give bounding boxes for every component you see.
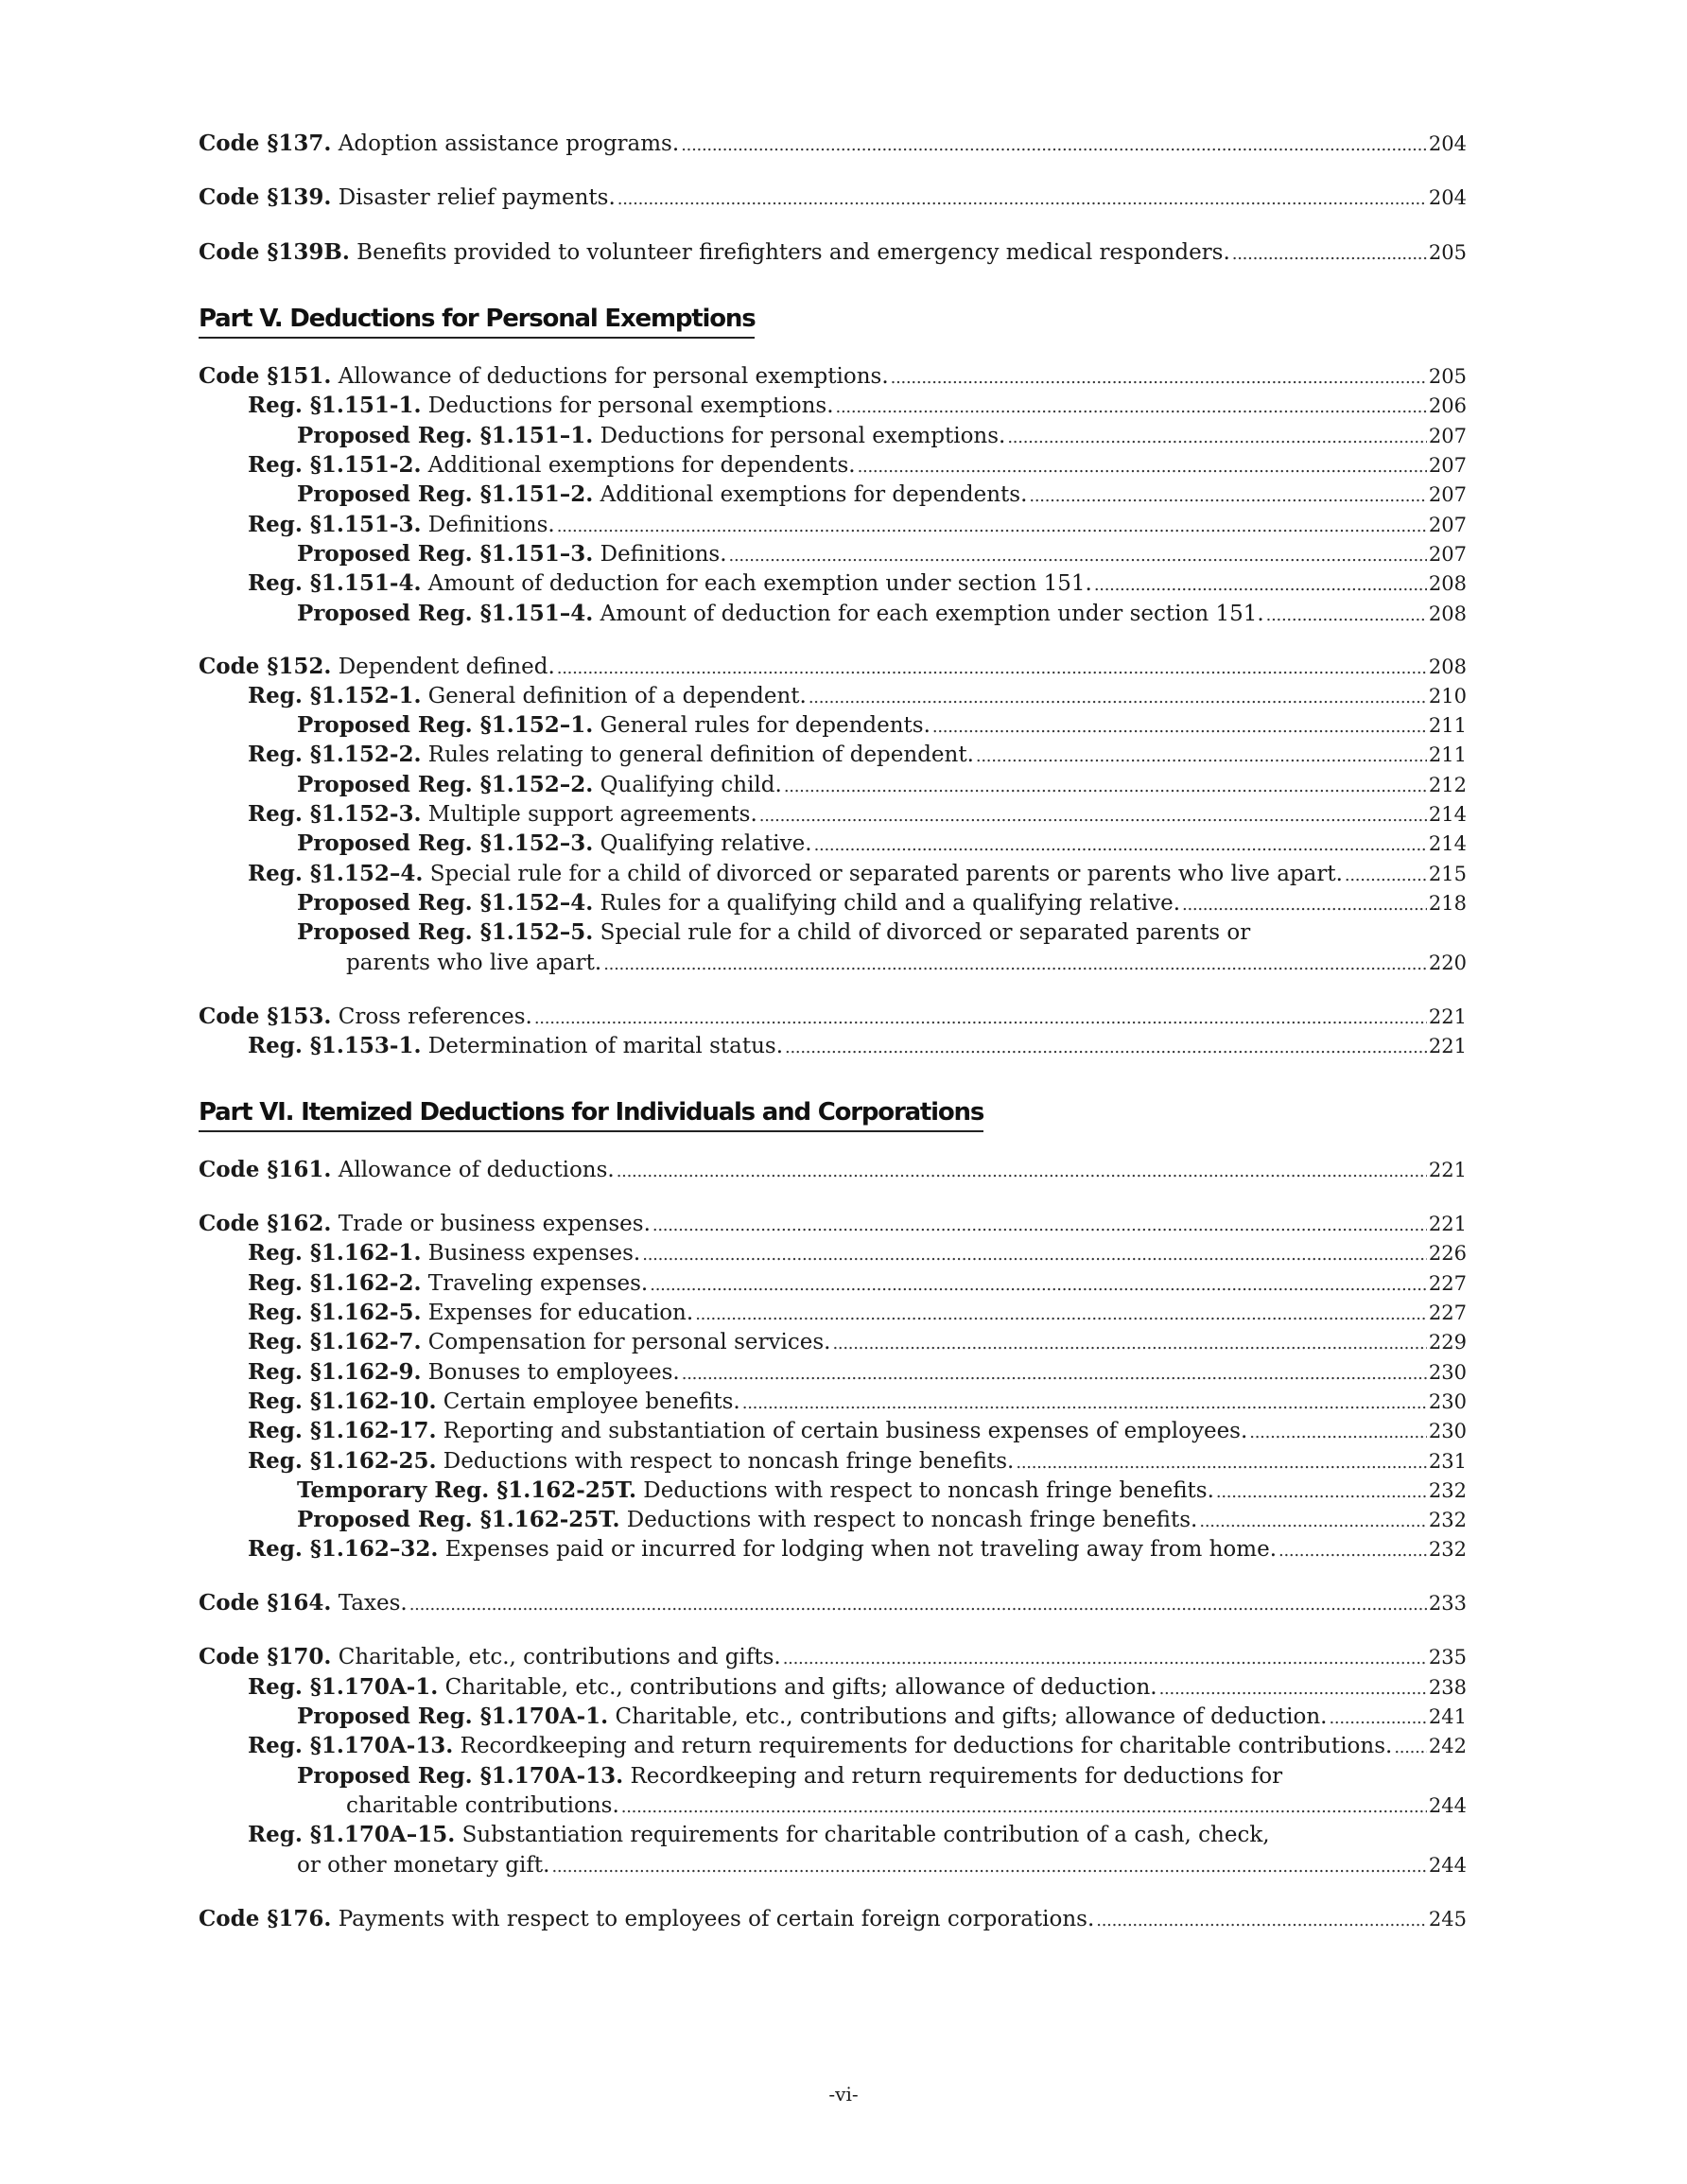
toc-entry-reg-162-1 (0, 1239, 1687, 1271)
entry-label: Code §164. (199, 1590, 332, 1616)
page-number: 227 (1428, 1302, 1467, 1324)
entry-label: Proposed Reg. §1.152–3. (297, 830, 594, 856)
entry-title: Deductions with respect to noncash fringe benefits. (643, 1478, 1214, 1503)
toc-entry-reg-162-2 (0, 1269, 1687, 1302)
toc-entry-code-139b (0, 238, 1687, 271)
entry-label: Proposed Reg. §1.170A-13. (297, 1763, 624, 1789)
dot-leader (742, 1388, 1427, 1418)
dot-leader (1232, 238, 1427, 269)
entry-title: Amount of deduction for each exemption under section 151. (427, 571, 1092, 596)
entry-label: Code §176. (199, 1906, 332, 1931)
entry-label: Reg. §1.162-10. (248, 1389, 437, 1414)
entry-label: Reg. §1.152–4. (248, 861, 424, 886)
entry-label: Proposed Reg. §1.170A-1. (297, 1704, 609, 1729)
toc-entry-code-161 (0, 1156, 1687, 1188)
dot-leader (814, 830, 1427, 860)
toc-entry-proposed-151-3 (0, 540, 1687, 572)
toc-entry-temporary-162-25t (0, 1476, 1687, 1509)
dot-leader (1278, 1535, 1427, 1565)
entry-title: Substantiation requirements for charitable contribution of a cash, check, (461, 1823, 1270, 1847)
entry-label: Proposed Reg. §1.151–2. (297, 481, 594, 507)
entry-label: Code §170. (199, 1644, 332, 1669)
entry-label: Reg. §1.162-5. (248, 1300, 422, 1325)
dot-leader (617, 183, 1427, 214)
toc-entry-proposed-152-1 (0, 711, 1687, 743)
toc-entry-reg-151-4 (0, 569, 1687, 602)
entry-title: Allowance of deductions. (338, 1158, 615, 1182)
page-number: 207 (1428, 425, 1467, 447)
entry-title: Benefits provided to volunteer firefighters and emergency medical responders. (357, 240, 1230, 265)
page-number: 233 (1428, 1592, 1467, 1615)
entry-label: Reg. §1.170A–15. (248, 1822, 456, 1847)
dot-leader (783, 1643, 1427, 1673)
entry-title: Additional exemptions for dependents. (427, 453, 856, 478)
toc-entry-proposed-152-3 (0, 830, 1687, 862)
page-number: 245 (1428, 1908, 1467, 1931)
page-number: 218 (1428, 892, 1467, 915)
page-number: 211 (1428, 743, 1467, 766)
entry-label: Temporary Reg. §1.162-25T. (297, 1477, 636, 1503)
toc-entry-proposed-162-25t (0, 1506, 1687, 1538)
toc-entry-reg-170a-13 (0, 1732, 1687, 1764)
entry-label: Reg. §1.162-7. (248, 1329, 422, 1354)
dot-leader (891, 362, 1427, 393)
entry-label: Proposed Reg. §1.152–5. (297, 919, 594, 945)
entry-title: Payments with respect to employees of certain foreign corporations. (338, 1907, 1095, 1931)
entry-label: Reg. §1.153-1. (248, 1033, 422, 1058)
toc-entry-proposed-152-5 (0, 918, 1687, 951)
entry-title: Expenses for education. (427, 1301, 694, 1325)
dot-leader (932, 711, 1427, 742)
dot-leader (809, 682, 1427, 712)
toc-entry-reg-152-4 (0, 860, 1687, 892)
toc-entry-code-137 (0, 130, 1687, 162)
page-number: 221 (1428, 1035, 1467, 1057)
entry-label: Reg. §1.170A-13. (248, 1733, 454, 1758)
entry-title: Trade or business expenses. (338, 1212, 651, 1236)
dot-leader (1216, 1476, 1427, 1507)
entry-label: Reg. §1.162-9. (248, 1359, 422, 1385)
dot-leader (557, 511, 1427, 541)
dot-leader (832, 1328, 1426, 1358)
page-number: 231 (1428, 1450, 1467, 1473)
toc-entry-code-170 (0, 1643, 1687, 1675)
dot-leader (551, 1851, 1426, 1881)
page-number: 207 (1428, 483, 1467, 506)
entry-title: Deductions for personal exemptions. (427, 393, 834, 418)
dot-leader (681, 130, 1427, 160)
toc-entry-reg-152-1 (0, 682, 1687, 714)
page-number: 221 (1428, 1159, 1467, 1181)
page-number: 214 (1428, 832, 1467, 855)
page-number: 207 (1428, 514, 1467, 536)
toc-entry-reg-151-3 (0, 511, 1687, 543)
dot-leader (603, 949, 1427, 979)
page-number: 204 (1428, 132, 1467, 155)
dot-leader (1182, 889, 1427, 919)
page-number: 232 (1428, 1479, 1467, 1502)
entry-label: Proposed Reg. §1.151–4. (297, 601, 594, 626)
page-number: 204 (1428, 186, 1467, 209)
page-number: 208 (1428, 603, 1467, 625)
dot-leader (785, 1032, 1427, 1062)
page-footer-number: -vi- (828, 2083, 859, 2105)
toc-entry-reg-162-9 (0, 1358, 1687, 1390)
entry-title: Multiple support agreements. (427, 802, 757, 827)
toc-entry-proposed-151-2 (0, 480, 1687, 513)
entry-label: Proposed Reg. §1.152–4. (297, 890, 594, 916)
toc-entry-code-162 (0, 1210, 1687, 1242)
toc-entry-proposed-170a-13 (0, 1762, 1687, 1794)
entry-title: General rules for dependents. (600, 713, 930, 738)
entry-label: Code §152. (199, 654, 332, 679)
entry-title: Definitions. (600, 542, 727, 567)
entry-label: Reg. §1.151-4. (248, 570, 422, 596)
toc-entry-code-152 (0, 653, 1687, 685)
page-number: 212 (1428, 774, 1467, 796)
entry-title: Reporting and substantiation of certain business expenses of employees. (443, 1419, 1248, 1443)
entry-title: Rules relating to general definition of dependent. (427, 743, 974, 767)
dot-leader (1007, 422, 1427, 452)
entry-title: Disaster relief payments. (338, 185, 616, 210)
page-number: 221 (1428, 1213, 1467, 1235)
page-number: 211 (1428, 714, 1467, 737)
dot-leader (650, 1269, 1427, 1300)
page-number: 207 (1428, 543, 1467, 566)
page-number: 206 (1428, 394, 1467, 417)
dot-leader (652, 1210, 1427, 1240)
toc-entry-reg-162-17 (0, 1417, 1687, 1449)
toc-entry-code-164 (0, 1589, 1687, 1621)
page-number: 205 (1428, 365, 1467, 388)
page-number: 220 (1428, 952, 1467, 974)
entry-title: Charitable, etc., contributions and gifts. (338, 1645, 781, 1669)
entry-label: Reg. §1.152-3. (248, 801, 422, 827)
dot-leader (621, 1791, 1427, 1822)
entry-label: Reg. §1.162-2. (248, 1270, 422, 1296)
dot-leader (695, 1299, 1427, 1329)
entry-title: Charitable, etc., contributions and gifts; allowance of deduction. (615, 1704, 1328, 1729)
dot-leader (534, 1003, 1427, 1033)
page-number: 205 (1428, 241, 1467, 264)
page-number: 207 (1428, 454, 1467, 477)
entry-label: Reg. §1.162-17. (248, 1418, 437, 1443)
page-number: 215 (1428, 863, 1467, 885)
page-number: 230 (1428, 1390, 1467, 1413)
entry-title-continuation: charitable contributions. (346, 1793, 619, 1818)
dot-leader (557, 653, 1427, 683)
entry-label: Proposed Reg. §1.162-25T. (297, 1507, 620, 1532)
page-number: 235 (1428, 1646, 1467, 1669)
toc-entry-code-153 (0, 1003, 1687, 1035)
dot-leader (784, 771, 1427, 801)
page-number: 208 (1428, 572, 1467, 595)
page-number: 232 (1428, 1509, 1467, 1531)
dot-leader (1096, 1905, 1427, 1935)
toc-entry-reg-162-5 (0, 1299, 1687, 1331)
toc-entry-reg-162-25 (0, 1447, 1687, 1479)
page-number: 214 (1428, 803, 1467, 826)
toc-entry-reg-162-10 (0, 1388, 1687, 1420)
toc-entry-proposed-152-5-cont (0, 949, 1687, 981)
entry-label: Proposed Reg. §1.152–2. (297, 772, 594, 797)
entry-title: Deductions with respect to noncash fringe benefits. (626, 1508, 1198, 1532)
toc-entry-proposed-151-4 (0, 600, 1687, 632)
entry-title: General definition of a dependent. (427, 684, 807, 708)
page-number: 238 (1428, 1676, 1467, 1699)
page-number: 210 (1428, 685, 1467, 708)
entry-label: Code §139B. (199, 239, 350, 265)
page-number: 241 (1428, 1705, 1467, 1728)
dot-leader (1029, 480, 1427, 511)
toc-entry-reg-152-3 (0, 800, 1687, 832)
dot-leader (1345, 860, 1427, 890)
dot-leader (1329, 1703, 1426, 1733)
entry-label: Code §162. (199, 1211, 332, 1236)
dot-leader (1094, 569, 1427, 600)
dot-leader (1159, 1673, 1427, 1704)
toc-entry-reg-151-2 (0, 451, 1687, 483)
entry-title: Adoption assistance programs. (338, 131, 680, 156)
entry-title: Qualifying relative. (600, 831, 812, 856)
dot-leader (858, 451, 1427, 481)
entry-label: Reg. §1.162–32. (248, 1536, 439, 1562)
entry-label: Reg. §1.162-25. (248, 1448, 437, 1474)
page-number: 227 (1428, 1272, 1467, 1295)
toc-entry-proposed-152-4 (0, 889, 1687, 921)
entry-title: Additional exemptions for dependents. (600, 482, 1028, 507)
page-number: 244 (1428, 1854, 1467, 1877)
toc-entry-reg-151-1 (0, 392, 1687, 424)
entry-title: Allowance of deductions for personal exemptions. (338, 364, 889, 389)
dot-leader (1249, 1417, 1427, 1447)
entry-label: Reg. §1.170A-1. (248, 1674, 439, 1700)
toc-entry-reg-152-2 (0, 741, 1687, 773)
dot-leader (1266, 600, 1427, 630)
entry-title: Dependent defined. (338, 655, 555, 679)
entry-title: Special rule for a child of divorced or separated parents or parents who live apart. (429, 862, 1343, 886)
entry-title: Deductions for personal exemptions. (600, 424, 1006, 448)
entry-title: Special rule for a child of divorced or separated parents or (600, 920, 1251, 945)
page-number: 232 (1428, 1538, 1467, 1561)
toc-entry-reg-170a-1 (0, 1673, 1687, 1705)
toc-entry-proposed-170a-13-cont (0, 1791, 1687, 1824)
entry-label: Reg. §1.162-1. (248, 1240, 422, 1266)
entry-title: Compensation for personal services. (427, 1330, 831, 1354)
page-number: 244 (1428, 1794, 1467, 1817)
dot-leader (1199, 1506, 1427, 1536)
section-heading-part-v: Part V. Deductions for Personal Exemptions (199, 303, 755, 339)
toc-entry-proposed-152-2 (0, 771, 1687, 803)
entry-title: Qualifying child. (600, 773, 782, 797)
toc-entry-reg-162-7 (0, 1328, 1687, 1360)
entry-title: Cross references. (338, 1005, 532, 1029)
entry-label: Code §161. (199, 1157, 332, 1182)
entry-title: Taxes. (338, 1591, 408, 1616)
page-number: 229 (1428, 1331, 1467, 1354)
entry-title: Rules for a qualifying child and a qualifying relative. (600, 891, 1181, 916)
entry-title: Definitions. (427, 513, 555, 537)
entry-label: Reg. §1.151-1. (248, 393, 422, 418)
dot-leader (976, 741, 1427, 771)
entry-label: Proposed Reg. §1.151–3. (297, 541, 594, 567)
entry-title: Charitable, etc., contributions and gifts; allowance of deduction. (444, 1675, 1157, 1700)
entry-title: Amount of deduction for each exemption under section 151. (600, 602, 1264, 626)
toc-entry-code-139 (0, 183, 1687, 216)
toc-entry-code-151 (0, 362, 1687, 394)
entry-label: Proposed Reg. §1.152–1. (297, 712, 594, 738)
dot-leader (682, 1358, 1427, 1389)
dot-leader (759, 800, 1427, 830)
entry-label: Code §139. (199, 184, 332, 210)
entry-label: Code §151. (199, 363, 332, 389)
entry-title: Bonuses to employees. (427, 1360, 680, 1385)
toc-entry-reg-170a-15-cont (0, 1851, 1687, 1883)
entry-label: Reg. §1.152-2. (248, 742, 422, 767)
entry-title: Recordkeeping and return requirements for deductions for (630, 1764, 1283, 1789)
page-number: 230 (1428, 1420, 1467, 1442)
entry-label: Code §137. (199, 131, 332, 156)
entry-title: Traveling expenses. (427, 1271, 649, 1296)
dot-leader (1016, 1447, 1427, 1477)
dot-leader (617, 1156, 1427, 1186)
dot-leader (729, 540, 1427, 570)
entry-title: Recordkeeping and return requirements for deductions for charitable contributions. (460, 1734, 1393, 1758)
toc-entry-code-176 (0, 1905, 1687, 1937)
dot-leader (642, 1239, 1427, 1269)
entry-label: Code §153. (199, 1004, 332, 1029)
page-number: 221 (1428, 1005, 1467, 1028)
section-heading-part-vi: Part VI. Itemized Deductions for Individuals and Corporations (199, 1096, 983, 1132)
toc-entry-proposed-151-1 (0, 422, 1687, 454)
toc-entry-reg-162-32 (0, 1535, 1687, 1567)
page-number: 242 (1428, 1735, 1467, 1757)
entry-title: Deductions with respect to noncash fringe benefits. (443, 1449, 1015, 1474)
entry-title: Business expenses. (427, 1241, 641, 1266)
entry-title-continuation: or other monetary gift. (297, 1853, 550, 1878)
entry-label: Reg. §1.151-2. (248, 452, 422, 478)
entry-title: Certain employee benefits. (443, 1389, 740, 1414)
entry-title: Expenses paid or incurred for lodging when not traveling away from home. (444, 1537, 1278, 1562)
entry-label: Proposed Reg. §1.151–1. (297, 423, 594, 448)
toc-entry-proposed-170a-1 (0, 1703, 1687, 1735)
entry-title-continuation: parents who live apart. (346, 951, 602, 975)
toc-entry-reg-170a-15 (0, 1821, 1687, 1853)
page-number: 208 (1428, 655, 1467, 678)
page-number: 226 (1428, 1242, 1467, 1265)
entry-label: Reg. §1.152-1. (248, 683, 422, 708)
entry-label: Reg. §1.151-3. (248, 512, 422, 537)
page-number: 230 (1428, 1361, 1467, 1384)
entry-title: Determination of marital status. (427, 1034, 784, 1058)
toc-entry-reg-153-1 (0, 1032, 1687, 1064)
dot-leader (836, 392, 1427, 422)
dot-leader (1394, 1732, 1427, 1762)
dot-leader (409, 1589, 1427, 1619)
